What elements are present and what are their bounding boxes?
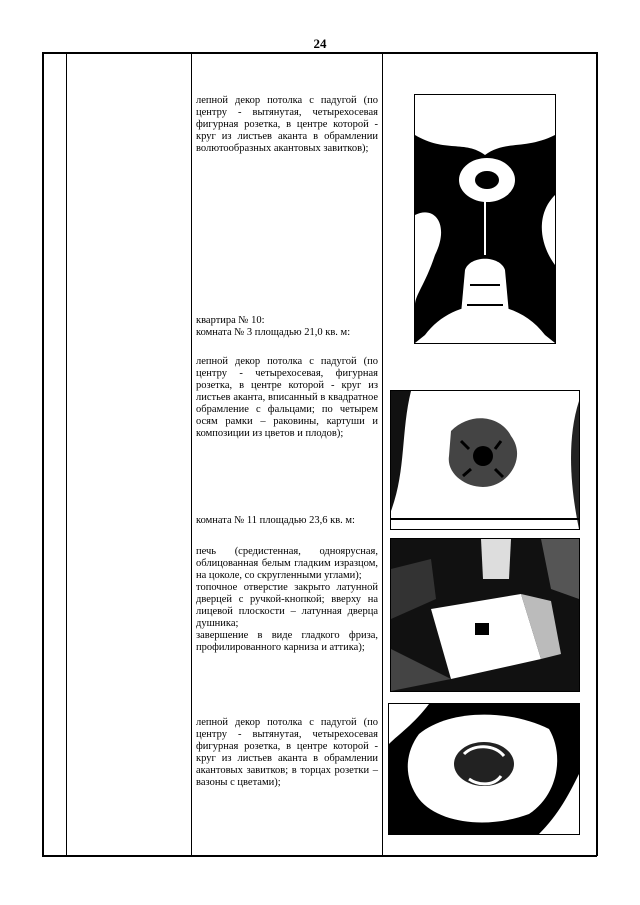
room-11-heading: комната № 11 площадью 23,6 кв. м: xyxy=(196,515,355,526)
photo-ceiling-elongated-rosette xyxy=(388,703,580,835)
table-col-border-0 xyxy=(42,52,44,856)
photo-ceiling-square-rosette xyxy=(390,390,580,530)
table-col-border-1 xyxy=(66,52,67,856)
stove-line: топочное отверстие закрыто латунной дверцей с ручкой-кнопкой; вверху на лицевой плоскости – латунная дверца душника; xyxy=(196,582,378,629)
photo-ceiling-rosette-chandelier xyxy=(414,94,556,344)
photo-tiled-stove xyxy=(390,538,580,692)
description-stove xyxy=(196,546,378,654)
description-ceiling-1: лепной декор потолка с падугой (по центру - вытянутая, четырехосевая фигурная розетка, в центре которой - круг из листьев аканта в обрамлении волютообразных акантовых завитков); xyxy=(196,95,378,154)
apartment-heading xyxy=(196,315,378,339)
table-col-border-2 xyxy=(191,52,192,856)
table-top-border xyxy=(42,52,597,54)
table-col-border-4 xyxy=(596,52,598,856)
page-number: 24 xyxy=(313,36,327,51)
room-3-heading: комната № 3 площадью 21,0 кв. м: xyxy=(196,327,351,338)
table-col-border-3 xyxy=(382,52,383,856)
description-ceiling-2: лепной декор потолка с падугой (по центру - четырехосевая, фигурная розетка, в центре которой - круг из листьев аканта, вписанный в квадратное обрамление с фальцами; по четырем осям рамки – раковины, картуши и композиции из цветов и плодов); xyxy=(196,356,378,439)
stove-line: завершение в виде гладкого фриза, профилированного карниза и аттика); xyxy=(196,630,378,653)
apartment-number: квартира № 10: xyxy=(196,315,265,326)
stove-line: печь (средистенная, одноярусная, облицованная белым гладким изразцом, на цоколе, со скругленными углами); xyxy=(196,546,378,581)
description-ceiling-3: лепной декор потолка с падугой (по центру - вытянутая, четырехосевая фигурная розетка, в центре которой - круг из листьев аканта в обрамлении акантовых завитков; в торцах розетки – вазоны с цветами); xyxy=(196,717,378,788)
table-bottom-border xyxy=(42,855,597,857)
